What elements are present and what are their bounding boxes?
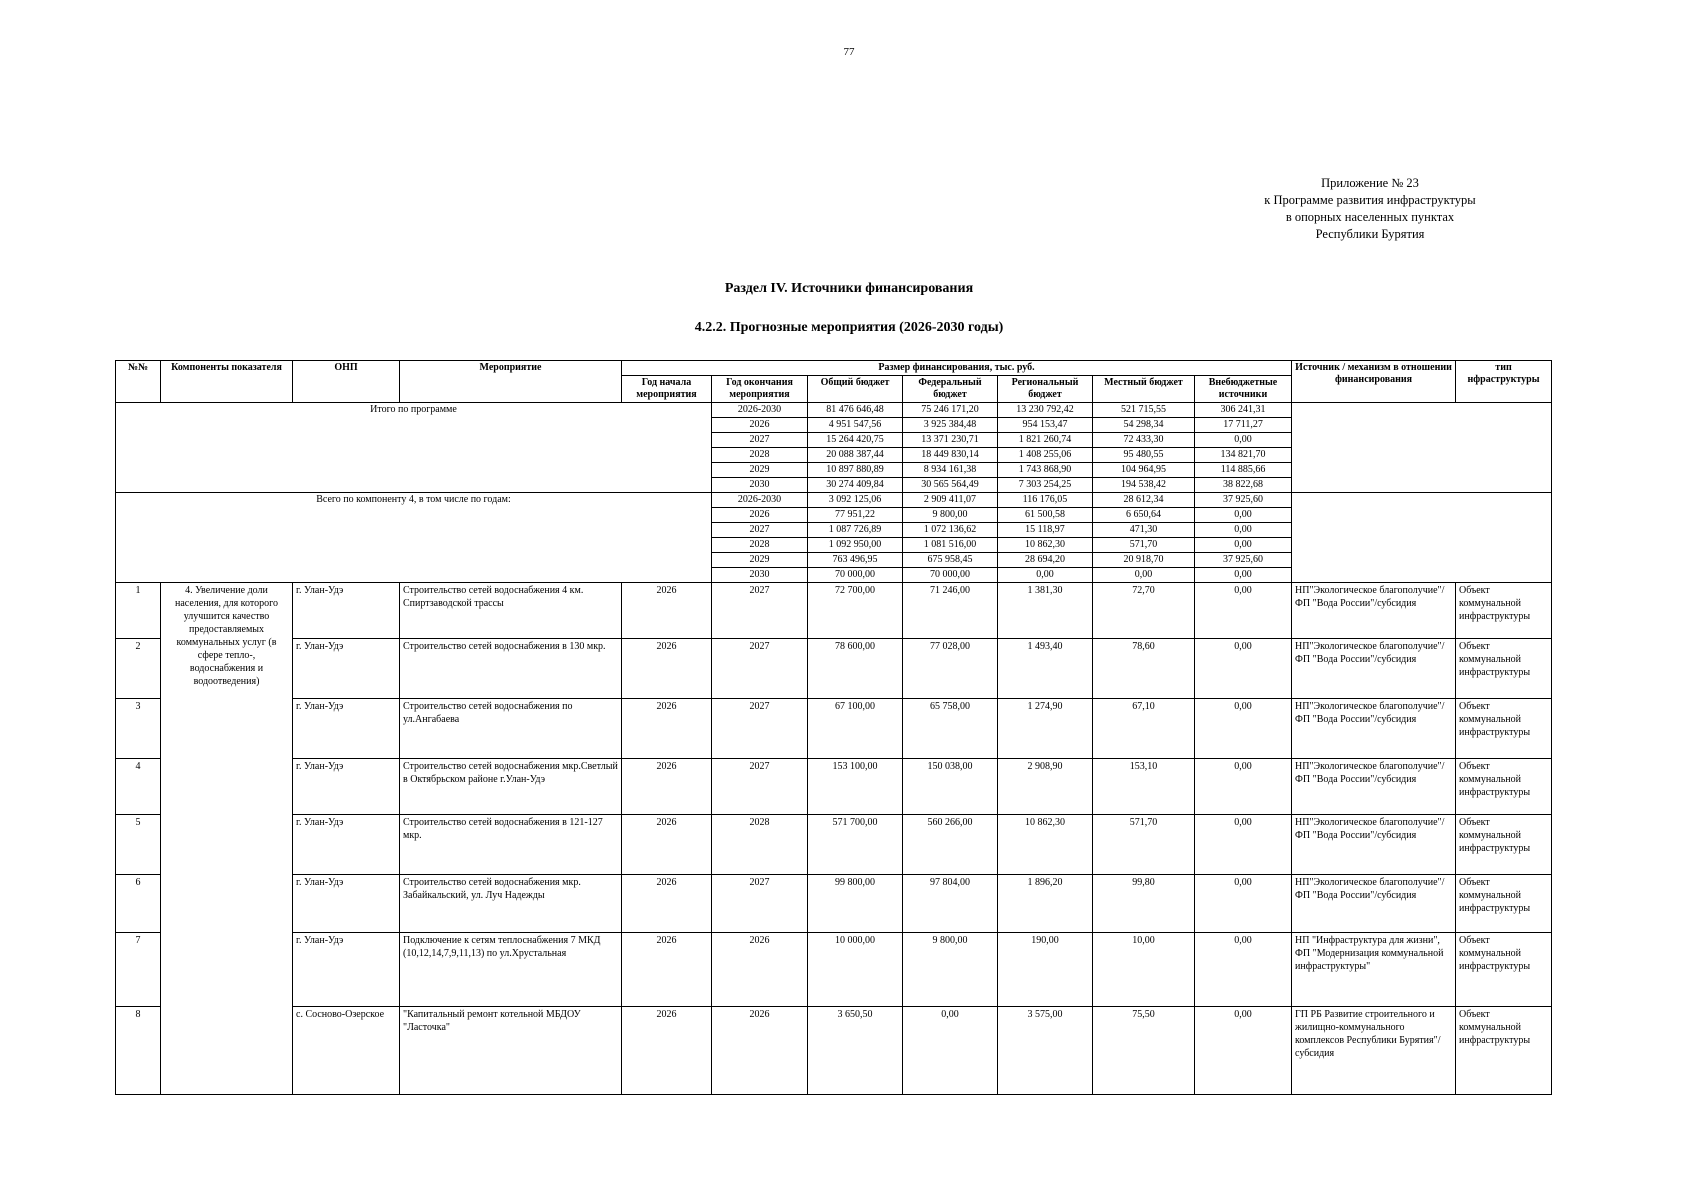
regional-cell: 1 493,40 — [998, 639, 1093, 699]
program-total-regional: 7 303 254,25 — [998, 478, 1093, 493]
infra-type-cell: Объект коммунальной инфраструктуры — [1456, 699, 1552, 759]
program-total-federal: 13 371 230,71 — [903, 433, 998, 448]
component-total-offbudget: 37 925,60 — [1195, 493, 1292, 508]
appendix-note — [1240, 175, 1500, 243]
onp-cell: г. Улан-Удэ — [293, 759, 400, 815]
program-total-regional: 13 230 792,42 — [998, 403, 1093, 418]
program-total-blank — [1292, 403, 1552, 493]
header-component: Компоненты показателя — [161, 361, 293, 403]
offbudget-cell: 0,00 — [1195, 759, 1292, 815]
component-total-offbudget: 0,00 — [1195, 508, 1292, 523]
regional-cell: 10 862,30 — [998, 815, 1093, 875]
infra-type-cell: Объект коммунальной инфраструктуры — [1456, 875, 1552, 933]
federal-cell: 65 758,00 — [903, 699, 998, 759]
component-total-year: 2026-2030 — [712, 493, 808, 508]
event-cell: "Капитальный ремонт котельной МБДОУ "Ласточка" — [400, 1007, 622, 1095]
program-total-offbudget: 17 711,27 — [1195, 418, 1292, 433]
total-cell: 72 700,00 — [808, 583, 903, 639]
event-cell: Строительство сетей водоснабжения в 130 мкр. — [400, 639, 622, 699]
component-total-federal: 9 800,00 — [903, 508, 998, 523]
program-total-local: 104 964,95 — [1093, 463, 1195, 478]
program-total-federal: 30 565 564,49 — [903, 478, 998, 493]
component-total-local: 20 918,70 — [1093, 553, 1195, 568]
header-total: Общий бюджет — [808, 376, 903, 403]
header-funding: Размер финансирования, тыс. руб. — [622, 361, 1292, 376]
appendix-line: к Программе развития инфраструктуры — [1264, 193, 1476, 207]
header-start-year: Год начала мероприятия — [622, 376, 712, 403]
regional-cell: 3 575,00 — [998, 1007, 1093, 1095]
header-end-year: Год окончания мероприятия — [712, 376, 808, 403]
program-total-offbudget: 306 241,31 — [1195, 403, 1292, 418]
regional-cell: 1 896,20 — [998, 875, 1093, 933]
table-row — [116, 933, 1552, 1007]
row-number: 8 — [116, 1007, 161, 1095]
local-cell: 10,00 — [1093, 933, 1195, 1007]
row-number: 7 — [116, 933, 161, 1007]
end-year-cell: 2027 — [712, 699, 808, 759]
regional-cell: 1 381,30 — [998, 583, 1093, 639]
program-total-total: 20 088 387,44 — [808, 448, 903, 463]
appendix-line: в опорных населенных пунктах — [1285, 210, 1455, 224]
source-cell: НП"Экологическое благополучие"/ ФП "Вода России"/субсидия — [1292, 759, 1456, 815]
onp-cell: г. Улан-Удэ — [293, 933, 400, 1007]
component-total-regional: 10 862,30 — [998, 538, 1093, 553]
local-cell: 67,10 — [1093, 699, 1195, 759]
header-offbudget: Внебюджетные источники — [1195, 376, 1292, 403]
federal-cell: 71 246,00 — [903, 583, 998, 639]
end-year-cell: 2026 — [712, 1007, 808, 1095]
table-row — [116, 815, 1552, 875]
component-total-total: 70 000,00 — [808, 568, 903, 583]
header-local: Местный бюджет — [1093, 376, 1195, 403]
component-total-local: 471,30 — [1093, 523, 1195, 538]
program-total-row — [116, 403, 1552, 418]
component-total-year: 2027 — [712, 523, 808, 538]
start-year-cell: 2026 — [622, 815, 712, 875]
start-year-cell: 2026 — [622, 933, 712, 1007]
program-total-federal: 75 246 171,20 — [903, 403, 998, 418]
offbudget-cell: 0,00 — [1195, 583, 1292, 639]
offbudget-cell: 0,00 — [1195, 1007, 1292, 1095]
row-number: 5 — [116, 815, 161, 875]
source-cell: НП"Экологическое благополучие"/ ФП "Вода России"/субсидия — [1292, 639, 1456, 699]
offbudget-cell: 0,00 — [1195, 639, 1292, 699]
component-total-local: 571,70 — [1093, 538, 1195, 553]
regional-cell: 190,00 — [998, 933, 1093, 1007]
program-total-local: 54 298,34 — [1093, 418, 1195, 433]
start-year-cell: 2026 — [622, 583, 712, 639]
program-total-year: 2026-2030 — [712, 403, 808, 418]
infra-type-cell: Объект коммунальной инфраструктуры — [1456, 639, 1552, 699]
table-row — [116, 639, 1552, 699]
component-total-regional: 28 694,20 — [998, 553, 1093, 568]
component-total-regional: 116 176,05 — [998, 493, 1093, 508]
component-total-local: 0,00 — [1093, 568, 1195, 583]
offbudget-cell: 0,00 — [1195, 875, 1292, 933]
total-cell: 10 000,00 — [808, 933, 903, 1007]
table-row — [116, 583, 1552, 639]
component-total-federal: 1 072 136,62 — [903, 523, 998, 538]
start-year-cell: 2026 — [622, 875, 712, 933]
table-row — [116, 875, 1552, 933]
end-year-cell: 2027 — [712, 583, 808, 639]
row-number: 3 — [116, 699, 161, 759]
program-total-total: 10 897 880,89 — [808, 463, 903, 478]
program-total-federal: 8 934 161,38 — [903, 463, 998, 478]
federal-cell: 97 804,00 — [903, 875, 998, 933]
program-total-federal: 18 449 830,14 — [903, 448, 998, 463]
component-total-total: 1 092 950,00 — [808, 538, 903, 553]
appendix-line: Республики Бурятия — [1315, 227, 1425, 241]
event-cell: Строительство сетей водоснабжения мкр.Светлый в Октябрьском районе г.Улан-Удэ — [400, 759, 622, 815]
program-total-total: 30 274 409,84 — [808, 478, 903, 493]
program-total-year: 2030 — [712, 478, 808, 493]
header-row — [116, 361, 1552, 376]
program-total-total: 81 476 646,48 — [808, 403, 903, 418]
infra-type-cell: Объект коммунальной инфраструктуры — [1456, 815, 1552, 875]
component-total-offbudget: 0,00 — [1195, 523, 1292, 538]
component-total-federal: 675 958,45 — [903, 553, 998, 568]
end-year-cell: 2027 — [712, 759, 808, 815]
component-total-year: 2030 — [712, 568, 808, 583]
header-source: Источник / механизм в отношении финансирования — [1292, 361, 1456, 403]
event-cell: Строительство сетей водоснабжения мкр. Забайкальский, ул. Луч Надежды — [400, 875, 622, 933]
federal-cell: 560 266,00 — [903, 815, 998, 875]
source-cell: НП"Экологическое благополучие"/ ФП "Вода России"/субсидия — [1292, 699, 1456, 759]
onp-cell: с. Сосново-Озерское — [293, 1007, 400, 1095]
start-year-cell: 2026 — [622, 639, 712, 699]
regional-cell: 1 274,90 — [998, 699, 1093, 759]
program-total-regional: 1 408 255,06 — [998, 448, 1093, 463]
event-cell: Строительство сетей водоснабжения в 121-127 мкр. — [400, 815, 622, 875]
table-row — [116, 699, 1552, 759]
component-total-total: 1 087 726,89 — [808, 523, 903, 538]
component-total-federal: 70 000,00 — [903, 568, 998, 583]
header-regional: Региональный бюджет — [998, 376, 1093, 403]
component-total-label: Всего по компоненту 4, в том числе по годам: — [116, 493, 712, 583]
program-total-offbudget: 114 885,66 — [1195, 463, 1292, 478]
offbudget-cell: 0,00 — [1195, 815, 1292, 875]
regional-cell: 2 908,90 — [998, 759, 1093, 815]
component-total-local: 28 612,34 — [1093, 493, 1195, 508]
table-row — [116, 759, 1552, 815]
component-total-year: 2026 — [712, 508, 808, 523]
header-federal: Федеральный бюджет — [903, 376, 998, 403]
program-total-year: 2029 — [712, 463, 808, 478]
federal-cell: 0,00 — [903, 1007, 998, 1095]
component-total-regional: 61 500,58 — [998, 508, 1093, 523]
program-total-local: 194 538,42 — [1093, 478, 1195, 493]
page-number: 77 — [843, 46, 855, 58]
row-number: 6 — [116, 875, 161, 933]
program-total-local: 95 480,55 — [1093, 448, 1195, 463]
row-number: 2 — [116, 639, 161, 699]
federal-cell: 9 800,00 — [903, 933, 998, 1007]
program-total-offbudget: 38 822,68 — [1195, 478, 1292, 493]
start-year-cell: 2026 — [622, 699, 712, 759]
row-number: 4 — [116, 759, 161, 815]
component-total-blank — [1292, 493, 1552, 583]
table-subtitle: 4.2.2. Прогнозные мероприятия (2026-2030 годы) — [694, 320, 1004, 335]
component-total-year: 2028 — [712, 538, 808, 553]
program-total-offbudget: 134 821,70 — [1195, 448, 1292, 463]
component-total-offbudget: 37 925,60 — [1195, 553, 1292, 568]
funding-table — [115, 360, 1552, 1095]
component-total-offbudget: 0,00 — [1195, 568, 1292, 583]
onp-cell: г. Улан-Удэ — [293, 875, 400, 933]
source-cell: НП"Экологическое благополучие"/ ФП "Вода России"/субсидия — [1292, 583, 1456, 639]
program-total-local: 72 433,30 — [1093, 433, 1195, 448]
total-cell: 78 600,00 — [808, 639, 903, 699]
component-total-total: 77 951,22 — [808, 508, 903, 523]
local-cell: 153,10 — [1093, 759, 1195, 815]
component-total-federal: 2 909 411,07 — [903, 493, 998, 508]
onp-cell: г. Улан-Удэ — [293, 699, 400, 759]
component-total-federal: 1 081 516,00 — [903, 538, 998, 553]
infra-type-cell: Объект коммунальной инфраструктуры — [1456, 1007, 1552, 1095]
infra-type-cell: Объект коммунальной инфраструктуры — [1456, 759, 1552, 815]
federal-cell: 77 028,00 — [903, 639, 998, 699]
source-cell: НП"Экологическое благополучие"/ ФП "Вода России"/субсидия — [1292, 815, 1456, 875]
end-year-cell: 2027 — [712, 875, 808, 933]
component-total-row — [116, 493, 1552, 508]
source-cell: НП "Инфраструктура для жизни", ФП "Модернизация коммунальной инфраструктуры" — [1292, 933, 1456, 1007]
federal-cell: 150 038,00 — [903, 759, 998, 815]
onp-cell: г. Улан-Удэ — [293, 583, 400, 639]
program-total-total: 15 264 420,75 — [808, 433, 903, 448]
program-total-federal: 3 925 384,48 — [903, 418, 998, 433]
component-total-offbudget: 0,00 — [1195, 538, 1292, 553]
offbudget-cell: 0,00 — [1195, 933, 1292, 1007]
offbudget-cell: 0,00 — [1195, 699, 1292, 759]
program-total-label: Итого по программе — [116, 403, 712, 493]
end-year-cell: 2027 — [712, 639, 808, 699]
row-number: 1 — [116, 583, 161, 639]
section-title: Раздел IV. Источники финансирования — [724, 281, 974, 296]
header-onp: ОНП — [293, 361, 400, 403]
component-total-total: 3 092 125,06 — [808, 493, 903, 508]
local-cell: 75,50 — [1093, 1007, 1195, 1095]
end-year-cell: 2028 — [712, 815, 808, 875]
local-cell: 99,80 — [1093, 875, 1195, 933]
event-cell: Строительство сетей водоснабжения по ул.Ангабаева — [400, 699, 622, 759]
program-total-year: 2027 — [712, 433, 808, 448]
program-total-regional: 1 821 260,74 — [998, 433, 1093, 448]
program-total-regional: 954 153,47 — [998, 418, 1093, 433]
infra-type-cell: Объект коммунальной инфраструктуры — [1456, 933, 1552, 1007]
source-cell: НП"Экологическое благополучие"/ ФП "Вода России"/субсидия — [1292, 875, 1456, 933]
event-cell: Строительство сетей водоснабжения 4 км. Спиртзаводской трассы — [400, 583, 622, 639]
total-cell: 3 650,50 — [808, 1007, 903, 1095]
table-row — [116, 1007, 1552, 1095]
program-total-offbudget: 0,00 — [1195, 433, 1292, 448]
start-year-cell: 2026 — [622, 1007, 712, 1095]
local-cell: 72,70 — [1093, 583, 1195, 639]
end-year-cell: 2026 — [712, 933, 808, 1007]
component-total-total: 763 496,95 — [808, 553, 903, 568]
total-cell: 99 800,00 — [808, 875, 903, 933]
source-cell: ГП РБ Развитие строительного и жилищно-коммунального комплексов Республики Бурятия"/субсидия — [1292, 1007, 1456, 1095]
component-total-year: 2029 — [712, 553, 808, 568]
total-cell: 571 700,00 — [808, 815, 903, 875]
total-cell: 153 100,00 — [808, 759, 903, 815]
event-cell: Подключение к сетям теплоснабжения 7 МКД (10,12,14,7,9,11,13) по ул.Хрустальная — [400, 933, 622, 1007]
total-cell: 67 100,00 — [808, 699, 903, 759]
appendix-line: Приложение № 23 — [1321, 176, 1419, 190]
start-year-cell: 2026 — [622, 759, 712, 815]
component-total-local: 6 650,64 — [1093, 508, 1195, 523]
onp-cell: г. Улан-Удэ — [293, 815, 400, 875]
header-event: Мероприятие — [400, 361, 622, 403]
component-total-regional: 15 118,97 — [998, 523, 1093, 538]
header-infra-type: тип нфраструктуры — [1456, 361, 1552, 403]
component-label: 4. Увеличение доли населения, для которого улучшится качество предоставляемых коммунальных услуг (в сфере тепло-, водоснабжения и водоотведения) — [161, 583, 293, 1095]
program-total-year: 2028 — [712, 448, 808, 463]
onp-cell: г. Улан-Удэ — [293, 639, 400, 699]
local-cell: 78,60 — [1093, 639, 1195, 699]
header-num: №№ — [116, 361, 161, 403]
local-cell: 571,70 — [1093, 815, 1195, 875]
component-total-regional: 0,00 — [998, 568, 1093, 583]
infra-type-cell: Объект коммунальной инфраструктуры — [1456, 583, 1552, 639]
program-total-local: 521 715,55 — [1093, 403, 1195, 418]
program-total-year: 2026 — [712, 418, 808, 433]
program-total-total: 4 951 547,56 — [808, 418, 903, 433]
program-total-regional: 1 743 868,90 — [998, 463, 1093, 478]
